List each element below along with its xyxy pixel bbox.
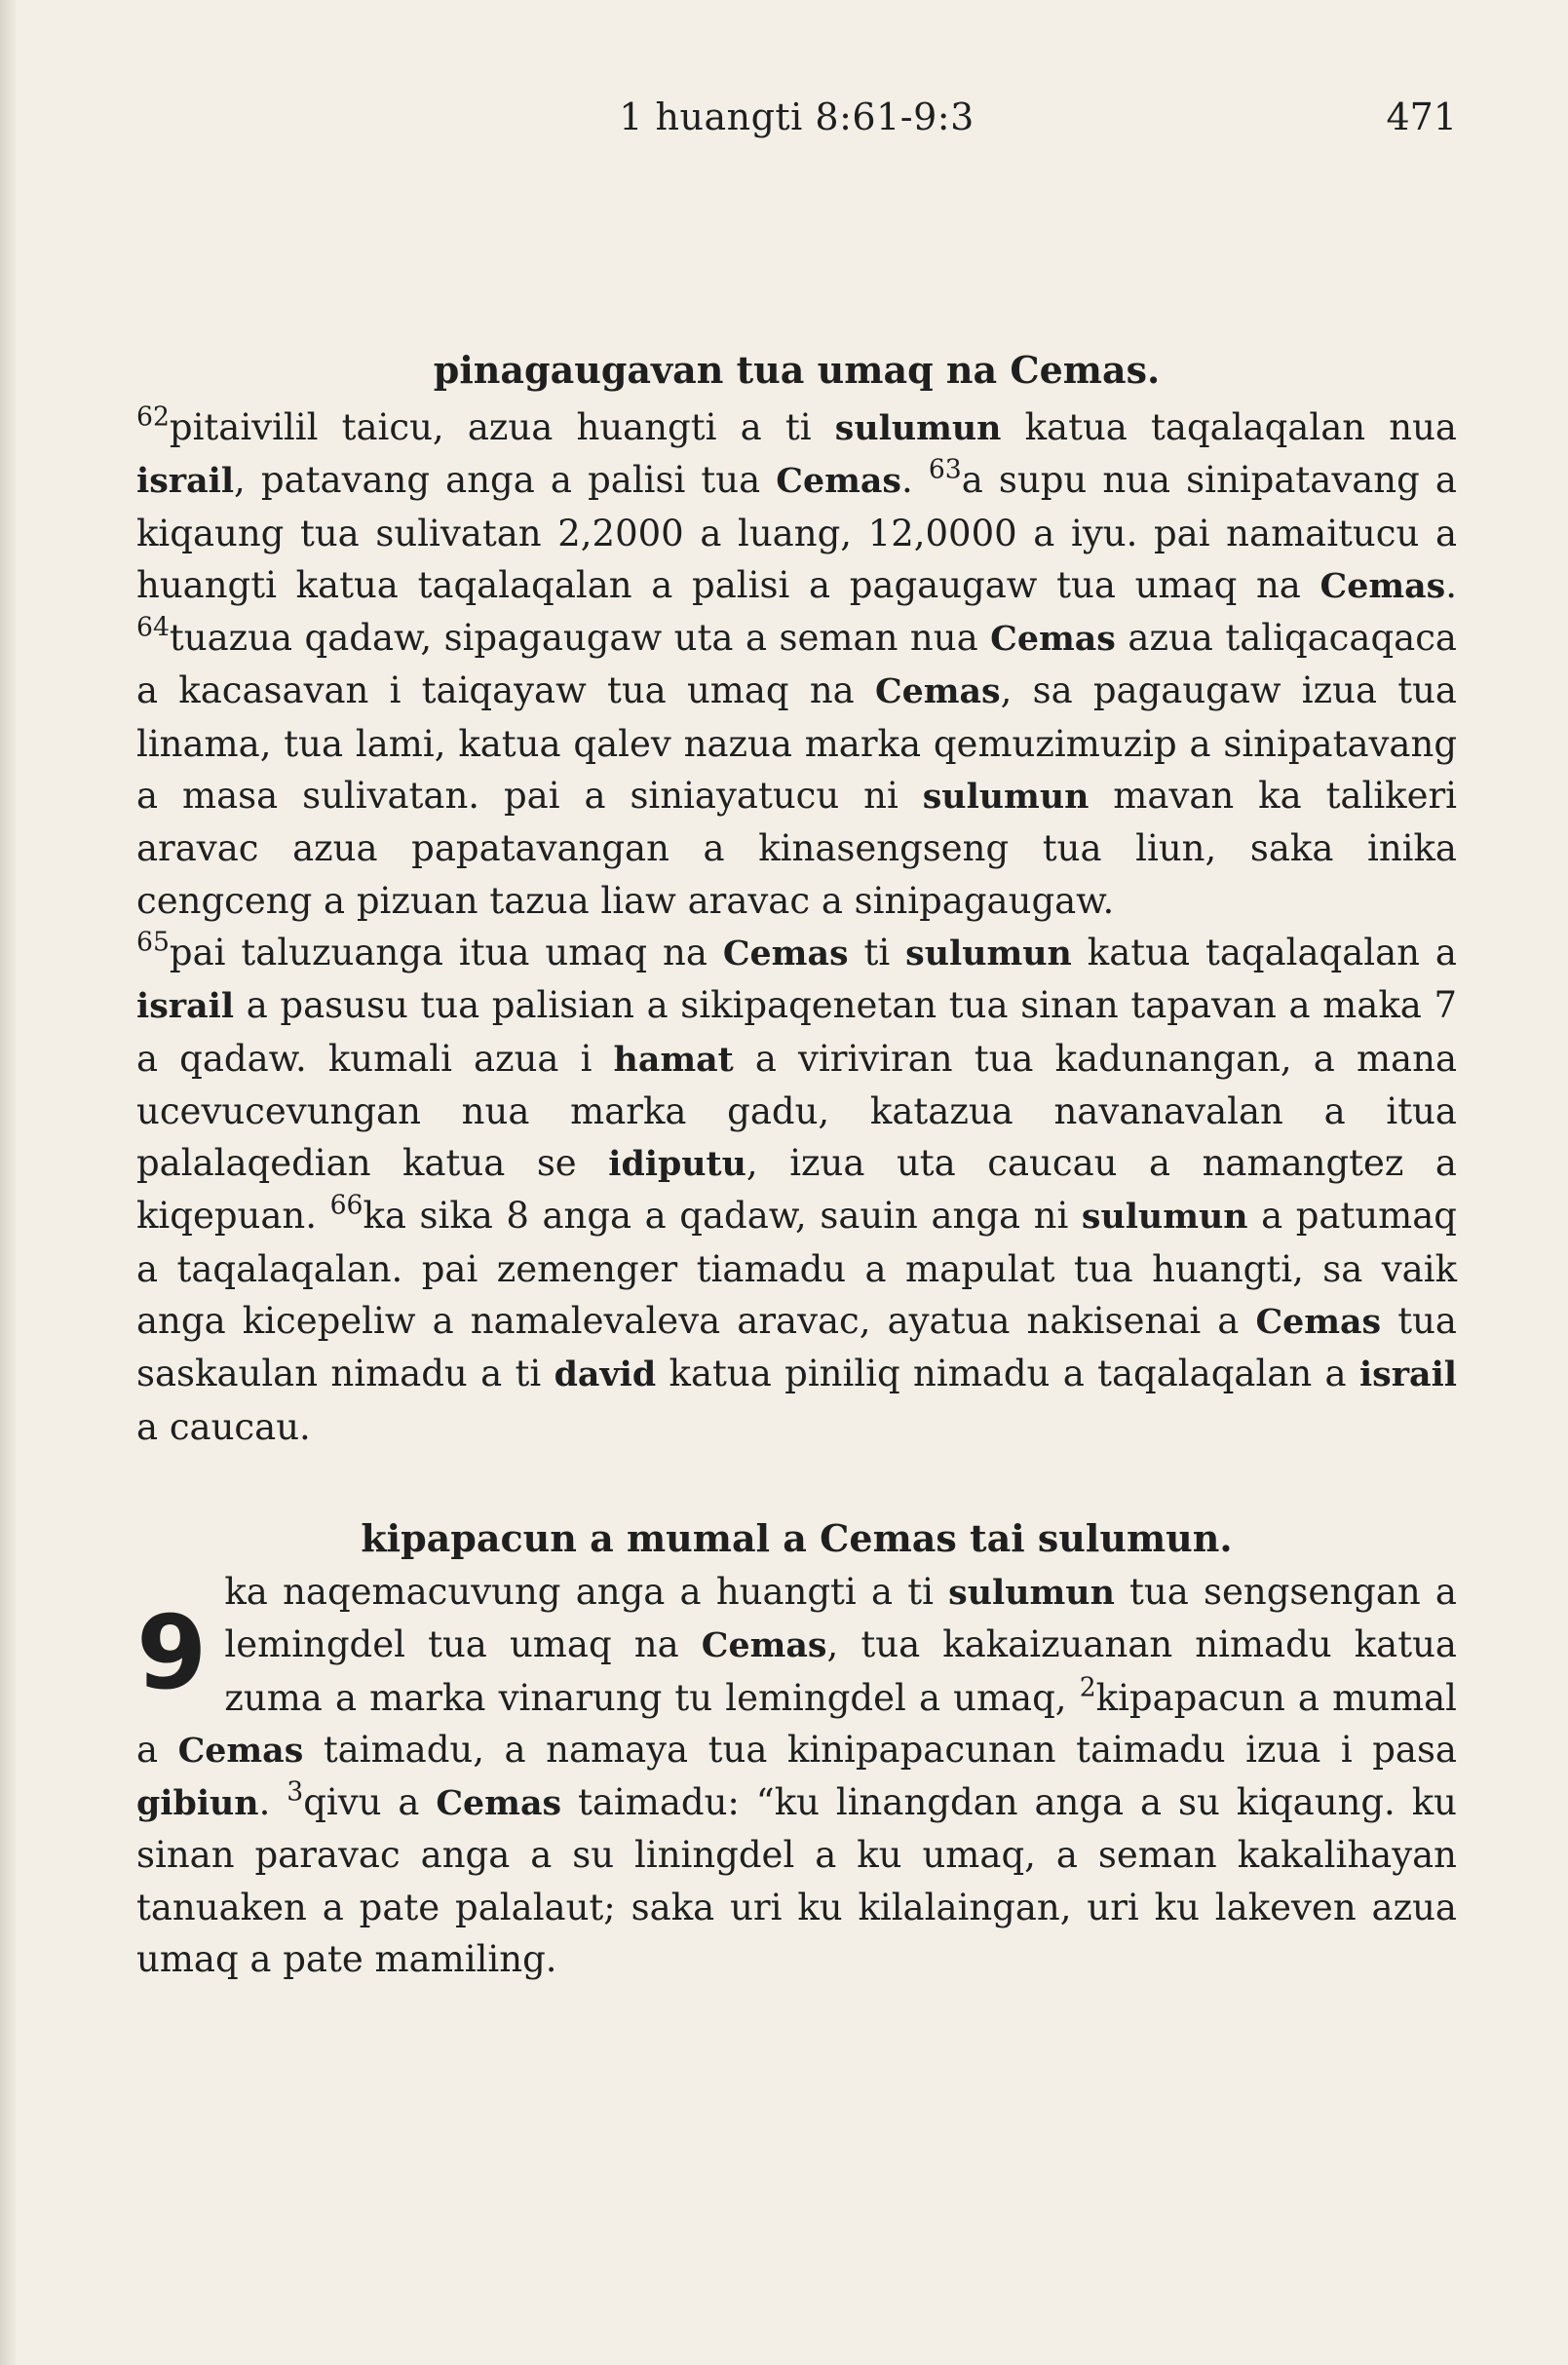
page-number: 471 [1386,95,1457,138]
proper-name: israil [136,461,235,502]
verse-text: katua taqalaqalan a [1071,931,1457,973]
verse-text: a pasusu tua palisian a sikipaqenetan tua sinan tapavan a maka 7 a qadaw. kumali azua i [136,984,1457,1080]
proper-name: israil [1358,1354,1457,1395]
proper-name: sulumun [834,408,1002,448]
proper-name: israil [136,986,235,1027]
verse-text: a viriviran tua kadunangan, a mana ucevucevungan nua marka gadu, katazua navanavalan a itua palalaqedian katua se [136,1037,1457,1185]
verse-text: tua saskaulan nimadu a ti [136,1300,1457,1395]
verse-text: pitaivilil taicu, azua huangti a ti [169,406,835,448]
verse-text: tuazua qadaw, sipagaugaw uta a seman nua [169,617,991,660]
running-header [136,94,1457,181]
verse-text: a patumaq a taqalaqalan. pai zemenger tiamadu a mapulat tua huangti, sa vaik anga kicepeliw a namalevaleva aravac, ayatua nakisenai a [136,1195,1457,1343]
verse-text: . [900,459,929,502]
proper-name: Cemas [436,1783,562,1824]
proper-name: david [554,1354,657,1395]
verse-text: a supu nua sinipatavang a kiqaung tua sulivatan 2,2000 a luang, 12,0000 a iyu. pai namaitucu a huangti katua taqalaqalan a palisi a pagaugaw tua umaq na [136,459,1457,606]
proper-name: Cemas [1319,565,1446,606]
verse-number: 65 [136,927,170,958]
verse-text: taimadu, a namaya tua kinipapacunan taimadu izua i pasa [303,1728,1457,1771]
verse-text: . [258,1781,287,1824]
proper-name: Cemas [1255,1302,1382,1343]
proper-name: Cemas [722,933,849,973]
verse-number: 64 [136,612,170,643]
verse-text: pai taluzuanga itua umaq na [169,931,723,973]
chapter-number: 9 [136,1592,208,1712]
proper-name: hamat [613,1039,734,1080]
verse-text: katua piniliq nimadu a taqalaqalan a [656,1353,1359,1395]
paragraph-verses-62-64 [136,401,1457,927]
proper-name: sulumun [905,933,1072,973]
verse-number: 66 [329,1190,363,1221]
verse-text: ka naqemacuvung anga a huangti a ti [224,1570,949,1613]
verse-text: , sa pagaugaw izua tua linama, tua lami, katua qalev nazua marka qemuzimuzip a sinipatavang a masa sulivatan. pai a siniayatucu ni [136,669,1457,818]
proper-name: sulumun [1081,1197,1248,1238]
running-title: 1 huangti 8:61-9:3 [619,95,975,138]
verse-text: a caucau. [136,1405,311,1448]
paragraph-chapter-9 [136,1566,1457,1985]
proper-name: Cemas [874,671,1001,712]
book-page [136,94,1457,2335]
verse-text: tua sengsengan a lemingdel tua umaq na [224,1570,1457,1666]
proper-name: Cemas [776,461,901,502]
verse-text: katua taqalaqalan nua [1001,406,1457,448]
verse-number: 63 [928,454,962,485]
proper-name: Cemas [177,1730,304,1771]
section-heading-1: pinagaugavan tua umaq na Cemas. [433,348,1161,392]
verse-number: 2 [1079,1671,1096,1702]
proper-name: sulumun [922,777,1090,818]
proper-name: gibiun [136,1783,259,1824]
verse-text: . [1445,563,1457,606]
verse-text: azua taliqacaqaca a kacasavan i taiqayaw tua umaq na [136,617,1457,712]
verse-number: 3 [287,1776,304,1808]
proper-name: Cemas [990,619,1116,660]
page-edge [0,0,16,2365]
verse-text: ka sika 8 anga a qadaw, sauin anga ni [363,1195,1082,1238]
verse-text: , tua kakaizuanan nimadu katua zuma a marka vinarung tu lemingdel a umaq, [224,1623,1457,1719]
proper-name: sulumun [948,1572,1115,1613]
verse-text: , izua uta caucau a namangtez a kiqepuan. [136,1142,1457,1238]
verse-text: mavan ka talikeri aravac azua papatavangan a kinasengseng tua liun, saka inika cengceng a pizuan tazua liaw aravac a sinipagaugaw. [136,775,1457,922]
verse-text: ti [848,931,906,973]
proper-name: idiputu [608,1144,746,1185]
verse-number: 62 [136,401,170,433]
section-heading-2: kipapacun a mumal a Cemas tai sulumun. [361,1515,1233,1560]
verse-text: qivu a [303,1781,437,1824]
verse-text: kipapacun a mumal a [136,1676,1457,1771]
verse-text: , patavang anga a palisi tua [234,459,777,502]
proper-name: Cemas [701,1625,827,1666]
verse-text: taimadu: “ku linangdan anga a su kiqaung. ku sinan paravac anga a su liningdel a ku umaq, a seman kakalihayan tanuaken a pate palalaut; saka uri ku kilalaingan, uri ku lakeven azua umaq a pate mamiling. [136,1781,1457,1981]
paragraph-verses-65-66 [136,927,1457,1453]
